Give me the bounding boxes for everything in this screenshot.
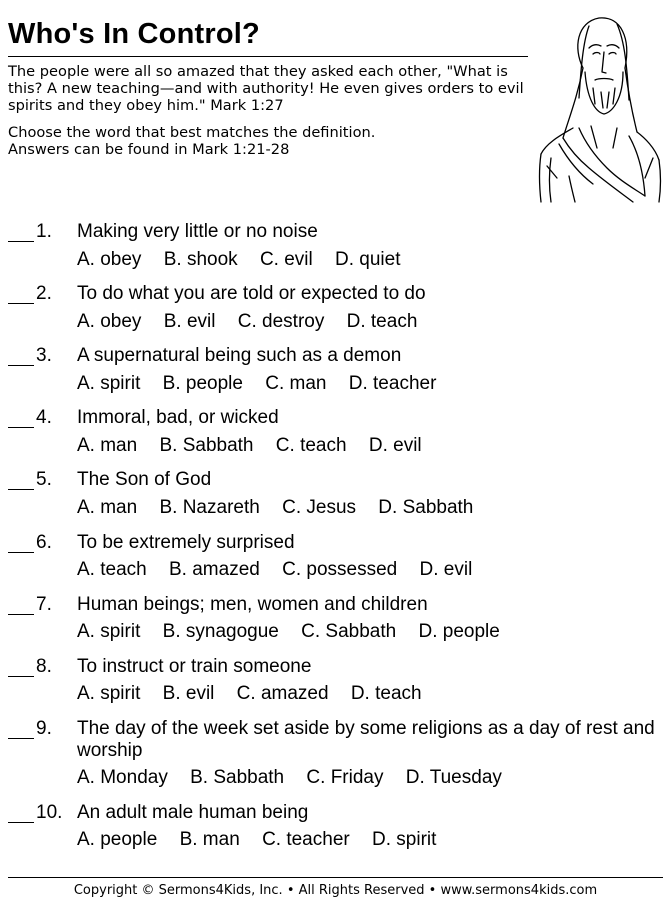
instructions-line-1: Choose the word that best matches the definition. bbox=[8, 124, 376, 141]
option-c: C. possessed bbox=[282, 559, 398, 580]
option-b: B. amazed bbox=[169, 559, 260, 580]
question-number: 10. bbox=[36, 802, 63, 823]
question-number: 4. bbox=[36, 407, 52, 428]
answer-blank[interactable] bbox=[8, 303, 34, 304]
answer-blank[interactable] bbox=[8, 676, 34, 677]
option-a: A. people bbox=[77, 829, 158, 850]
question-number: 5. bbox=[36, 469, 52, 490]
title-divider bbox=[8, 56, 528, 57]
question-definition: To instruct or train someone bbox=[77, 656, 312, 677]
intro-block bbox=[8, 63, 538, 158]
answer-blank[interactable] bbox=[8, 552, 34, 553]
question-number: 9. bbox=[36, 718, 52, 739]
option-d: D. people bbox=[418, 621, 500, 642]
option-c: C. teach bbox=[275, 435, 347, 456]
question-definition: An adult male human being bbox=[77, 802, 309, 823]
footer-divider bbox=[8, 877, 663, 878]
option-b: B. evil bbox=[162, 683, 215, 704]
question-definition: A supernatural being such as a demon bbox=[77, 345, 402, 366]
question-number: 1. bbox=[36, 221, 52, 242]
question-definition: Making very little or no noise bbox=[77, 221, 318, 242]
option-a: A. teach bbox=[77, 559, 147, 580]
question-definition: Human beings; men, women and children bbox=[77, 594, 428, 615]
option-d: D. teach bbox=[346, 311, 418, 332]
option-d: D. quiet bbox=[335, 249, 401, 270]
answer-options bbox=[77, 829, 453, 851]
question-number: 2. bbox=[36, 283, 52, 304]
answer-blank[interactable] bbox=[8, 427, 34, 428]
question-number: 3. bbox=[36, 345, 52, 366]
answer-options bbox=[77, 497, 490, 519]
option-a: A. Monday bbox=[77, 767, 168, 788]
option-d: D. Sabbath bbox=[378, 497, 474, 518]
question-definition: The Son of God bbox=[77, 469, 212, 490]
answer-options bbox=[77, 249, 418, 271]
option-a: A. man bbox=[77, 435, 138, 456]
answer-blank[interactable] bbox=[8, 365, 34, 366]
option-c: C. Sabbath bbox=[301, 621, 397, 642]
answer-options bbox=[77, 559, 489, 581]
option-a: A. spirit bbox=[77, 683, 141, 704]
option-d: D. teach bbox=[350, 683, 422, 704]
question-definition: To be extremely surprised bbox=[77, 532, 295, 553]
option-d: D. teacher bbox=[348, 373, 437, 394]
option-d: D. Tuesday bbox=[405, 767, 502, 788]
jesus-illustration bbox=[533, 8, 665, 204]
answer-options bbox=[77, 683, 439, 705]
option-c: C. evil bbox=[259, 249, 313, 270]
answer-blank[interactable] bbox=[8, 822, 34, 823]
answer-options bbox=[77, 373, 453, 395]
question-definition: The day of the week set aside by some religions as a day of rest and worship bbox=[77, 718, 655, 761]
option-b: B. man bbox=[179, 829, 240, 850]
option-d: D. spirit bbox=[372, 829, 437, 850]
option-c: C. destroy bbox=[237, 311, 325, 332]
instructions-line-2: Answers can be found in Mark 1:21-28 bbox=[8, 141, 290, 158]
option-b: B. people bbox=[162, 373, 243, 394]
answer-options bbox=[77, 311, 434, 333]
answer-options bbox=[77, 621, 517, 643]
option-b: B. Nazareth bbox=[159, 497, 260, 518]
answer-blank[interactable] bbox=[8, 489, 34, 490]
option-c: C. Friday bbox=[306, 767, 384, 788]
answer-blank[interactable] bbox=[8, 241, 34, 242]
option-b: B. synagogue bbox=[162, 621, 279, 642]
option-a: A. man bbox=[77, 497, 138, 518]
page-title: Who's In Control? bbox=[8, 18, 260, 50]
copyright-footer: Copyright © Sermons4Kids, Inc. • All Rights Reserved • www.sermons4kids.com bbox=[73, 883, 598, 898]
option-d: D. evil bbox=[368, 435, 422, 456]
option-c: C. man bbox=[265, 373, 327, 394]
option-a: A. obey bbox=[77, 249, 142, 270]
question-definition: To do what you are told or expected to do bbox=[77, 283, 426, 304]
option-b: B. Sabbath bbox=[159, 435, 254, 456]
option-c: C. Jesus bbox=[282, 497, 357, 518]
answer-options bbox=[77, 435, 439, 457]
option-c: C. teacher bbox=[262, 829, 350, 850]
option-d: D. evil bbox=[419, 559, 473, 580]
answer-blank[interactable] bbox=[8, 738, 34, 739]
option-a: A. spirit bbox=[77, 373, 141, 394]
question-number: 8. bbox=[36, 656, 52, 677]
question-number: 7. bbox=[36, 594, 52, 615]
answer-blank[interactable] bbox=[8, 614, 34, 615]
option-a: A. spirit bbox=[77, 621, 141, 642]
question-definition: Immoral, bad, or wicked bbox=[77, 407, 279, 428]
intro-verse: The people were all so amazed that they asked each other, "What is this? A new teaching—and with authority! He even gives orders to evil spirits and they obey him." Mark 1:27 bbox=[8, 63, 524, 114]
option-b: B. Sabbath bbox=[190, 767, 285, 788]
option-c: C. amazed bbox=[236, 683, 329, 704]
option-a: A. obey bbox=[77, 311, 142, 332]
option-b: B. shook bbox=[163, 249, 238, 270]
option-b: B. evil bbox=[163, 311, 216, 332]
question-number: 6. bbox=[36, 532, 52, 553]
answer-options bbox=[77, 767, 519, 789]
